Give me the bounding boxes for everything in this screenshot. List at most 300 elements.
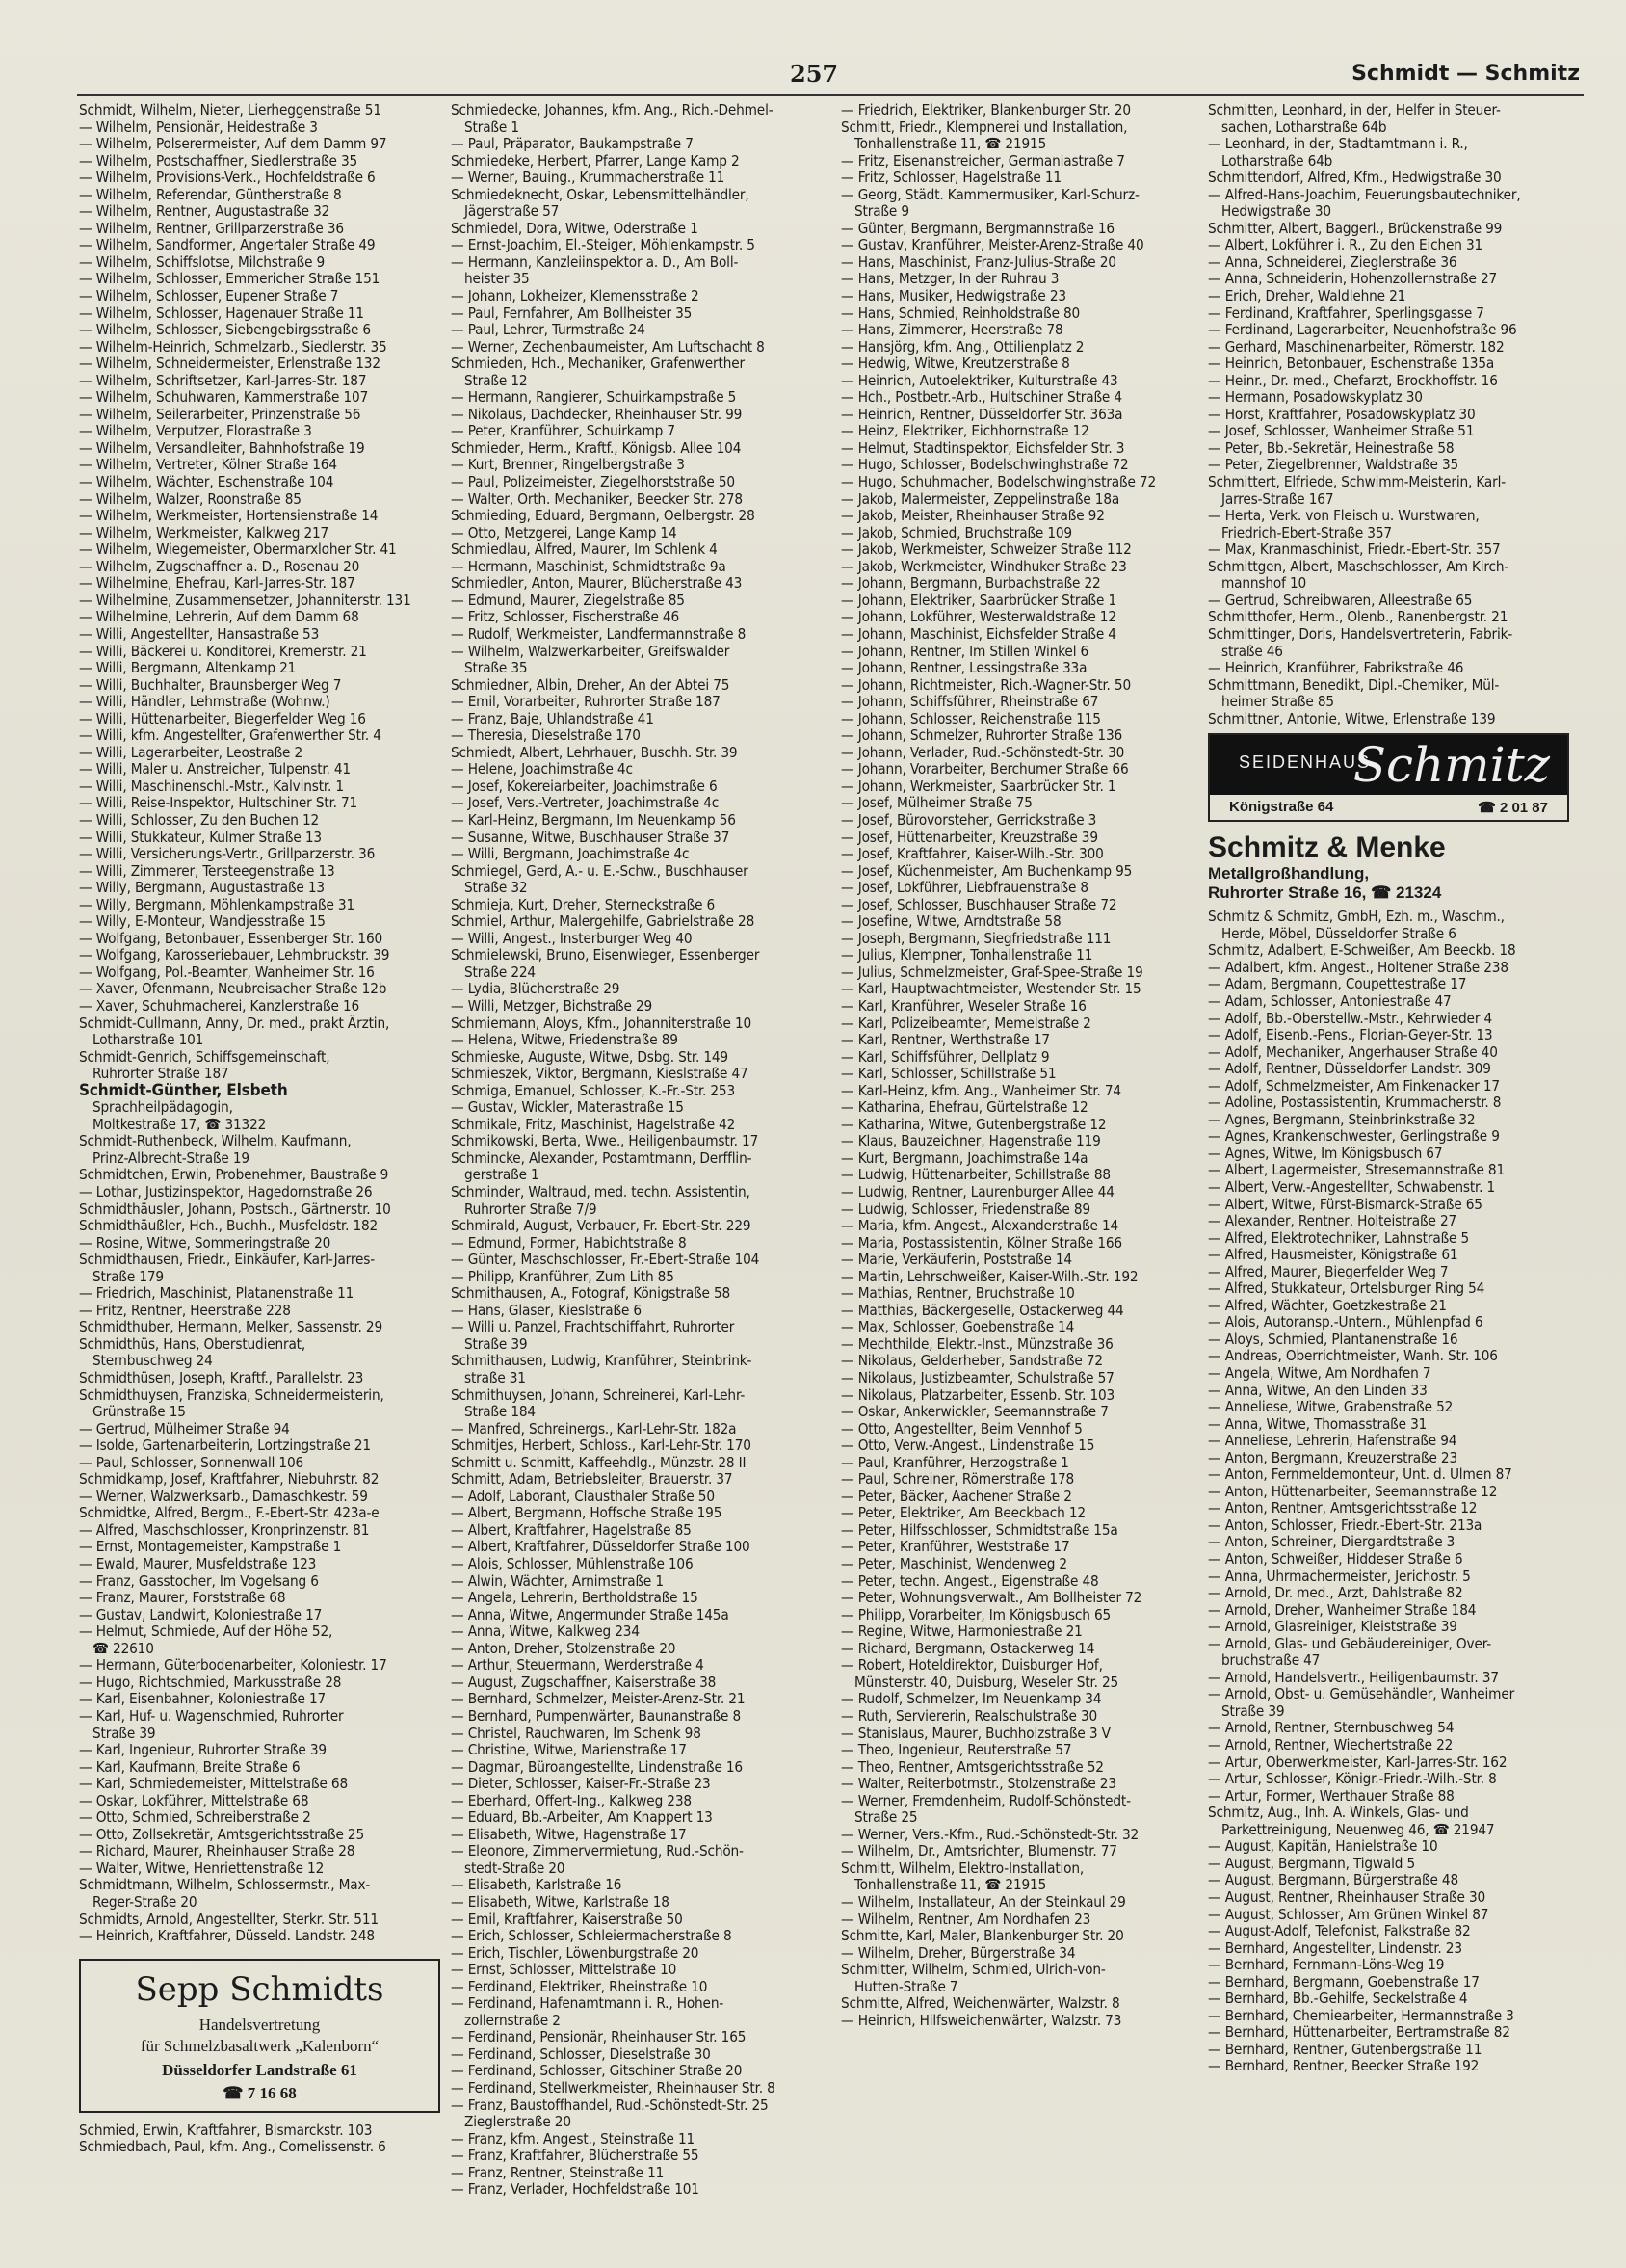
directory-entry: ☎ 22610 — [92, 1640, 154, 1657]
directory-entry: — Wilhelm, Wiegemeister, Obermarxloher Str. 41 — [79, 541, 397, 559]
directory-entry: — Josef, Kraftfahrer, Kaiser-Wilh.-Str. 300 — [841, 846, 1104, 863]
directory-entry: — Anton, Schlosser, Friedr.-Ebert-Str. 213a — [1208, 1516, 1482, 1534]
directory-entry: — Werner, Vers.-Kfm., Rud.-Schönstedt-Str. 32 — [841, 1826, 1140, 1843]
directory-entry: — Fritz, Eisenanstreicher, Germaniastraße 7 — [841, 152, 1125, 170]
directory-entry: — Gustav, Wickler, Materastraße 15 — [451, 1099, 684, 1117]
directory-entry: — Elisabeth, Karlstraße 16 — [451, 1877, 622, 1894]
directory-entry: Schmitjes, Herbert, Schloss., Karl-Lehr-Str. 170 — [451, 1437, 751, 1455]
directory-entry: heimer Straße 85 — [1221, 694, 1334, 711]
directory-entry: — Paul, Lehrer, Turmstraße 24 — [451, 322, 645, 339]
directory-entry: — Bernhard, Bergmann, Goebenstraße 17 — [1208, 1973, 1480, 1991]
directory-entry: Schmiegel, Gerd, A.- u. E.-Schw., Buschhauser — [451, 862, 748, 880]
directory-entry: — Peter, Elektriker, Am Beeckbach 12 — [841, 1505, 1086, 1522]
directory-entry: — Theresia, Dieselstraße 170 — [451, 727, 641, 745]
directory-entry: — Albert, Witwe, Fürst-Bismarck-Straße 65 — [1208, 1196, 1482, 1213]
directory-entry: Schmidtchen, Erwin, Probenehmer, Baustraße 9 — [79, 1167, 389, 1184]
directory-entry: Straße 39 — [464, 1335, 528, 1353]
directory-entry: Tonhallenstraße 11, ☎ 21915 — [854, 1877, 1047, 1894]
directory-entry: — Erich, Schlosser, Schleiermacherstraße 8 — [451, 1928, 732, 1945]
directory-entry: — Arnold, Rentner, Wiechertstraße 22 — [1208, 1737, 1454, 1754]
directory-entry: Schmidthuber, Hermann, Melker, Sassenstr. 29 — [79, 1319, 382, 1336]
advert-banner — [1210, 735, 1567, 795]
directory-entry: Parkettreinigung, Neuenweg 46, ☎ 21947 — [1221, 1821, 1495, 1838]
directory-entry: — Franz, Verlader, Hochfeldstraße 101 — [451, 2181, 699, 2199]
directory-entry: — Alfred, Elektrotechniker, Lahnstraße 5 — [1208, 1229, 1470, 1247]
directory-entry: — Willi u. Panzel, Frachtschiffahrt, Ruhrorter — [451, 1319, 735, 1336]
directory-entry: — Anneliese, Witwe, Grabenstraße 52 — [1208, 1399, 1454, 1416]
directory-entry: — Otto, Schmied, Schreiberstraße 2 — [79, 1809, 311, 1827]
directory-entry: Schmidt-Ruthenbeck, Wilhelm, Kaufmann, — [79, 1133, 352, 1150]
directory-entry: — Anna, Witwe, Kalkweg 234 — [451, 1623, 640, 1641]
directory-entry: Schmitz & Schmitz, GmbH, Ezh. m., Waschm., — [1208, 909, 1505, 926]
directory-entry: — Nikolaus, Dachdecker, Rheinhauser Str. 99 — [451, 406, 743, 423]
directory-entry: — Arthur, Steuermann, Werderstraße 4 — [451, 1657, 704, 1675]
directory-entry: — Wilhelm, Schlosser, Emmericher Straße 151 — [79, 271, 380, 288]
directory-entry: — Ferdinand, Elektriker, Rheinstraße 10 — [451, 1978, 708, 1995]
directory-entry: — Willi, Bergmann, Altenkamp 21 — [79, 660, 297, 677]
column-2 — [451, 102, 812, 2241]
directory-entry: — Albert, Kraftfahrer, Düsseldorfer Straße 100 — [451, 1539, 750, 1556]
directory-entry: — Peter, Kranführer, Schuirkamp 7 — [451, 423, 675, 440]
directory-entry: — Artur, Schlosser, Königr.-Friedr.-Wilh.-Str. 8 — [1208, 1771, 1497, 1788]
directory-entry: — Johann, Schmelzer, Ruhrorter Straße 136 — [841, 727, 1123, 745]
directory-entry: — Hugo, Schlosser, Bodelschwinghstraße 72 — [841, 457, 1129, 474]
directory-entry: Schmiga, Emanuel, Schlosser, K.-Fr.-Str. 253 — [451, 1082, 736, 1099]
directory-entry: — Erich, Dreher, Waldlehne 21 — [1208, 288, 1406, 305]
directory-entry: — Adolf, Laborant, Clausthaler Straße 50 — [451, 1488, 715, 1505]
directory-entry: — Heinrich, Betonbauer, Eschenstraße 135a — [1208, 356, 1495, 373]
directory-entry: — Hans, Musiker, Hedwigstraße 23 — [841, 288, 1066, 305]
directory-entry: — Hermann, Maschinist, Schmidtstraße 9a — [451, 558, 726, 575]
directory-entry: — Hans, Glaser, Kieslstraße 6 — [451, 1302, 642, 1319]
directory-entry: — Katharina, Witwe, Gutenbergstraße 12 — [841, 1116, 1107, 1133]
directory-entry: sachen, Lotharstraße 64b — [1221, 119, 1387, 136]
directory-entry: — Richard, Maurer, Rheinhauser Straße 28 — [79, 1843, 355, 1860]
directory-entry: Schmitt, Wilhelm, Elektro-Installation, — [841, 1859, 1085, 1877]
directory-entry: — Johann, Bergmann, Burbachstraße 22 — [841, 575, 1101, 593]
directory-entry: — Anton, Hüttenarbeiter, Seemannstraße 12 — [1208, 1483, 1498, 1500]
directory-entry: straße 31 — [464, 1370, 526, 1387]
directory-entry: Schmieske, Auguste, Witwe, Dsbg. Str. 149 — [451, 1048, 728, 1066]
directory-entry: — Johann, Maschinist, Eichsfelder Straße 4 — [841, 625, 1116, 643]
directory-entry: — Heinrich, Hilfsweichenwärter, Walzstr. 73 — [841, 2012, 1122, 2029]
directory-entry: Schmittert, Elfriede, Schwimm-Meisterin, Karl- — [1208, 474, 1507, 491]
directory-entry: — Karl, Hauptwachtmeister, Westender Str. 15 — [841, 981, 1141, 998]
directory-entry: — Helmut, Schmiede, Auf der Höhe 52, — [79, 1623, 333, 1641]
directory-entry: — Johann, Rentner, Lessingstraße 33a — [841, 660, 1088, 677]
directory-entry: Schmittendorf, Alfred, Kfm., Hedwigstraße 30 — [1208, 170, 1502, 187]
directory-entry: Schmitter, Wilhelm, Schmied, Ulrich-von- — [841, 1962, 1106, 1979]
directory-entry: — Edmund, Former, Habichtstraße 8 — [451, 1234, 687, 1252]
directory-entry: — Fritz, Schlosser, Hagelstraße 11 — [841, 170, 1062, 187]
directory-entry: — Edmund, Maurer, Ziegelstraße 85 — [451, 592, 685, 609]
directory-entry: — Adolf, Mechaniker, Angerhauser Straße 40 — [1208, 1043, 1498, 1061]
directory-entry: Schmithausen, Ludwig, Kranführer, Steinbrink- — [451, 1353, 752, 1370]
directory-entry: Schmiedecke, Johannes, kfm. Ang., Rich.-Dehmel- — [451, 102, 774, 119]
directory-entry: — Ferdinand, Stellwerkmeister, Rheinhauser Str. 8 — [451, 2079, 775, 2097]
directory-entry: — Wilhelm, Verputzer, Florastraße 3 — [79, 423, 312, 440]
directory-entry: — Lothar, Justizinspektor, Hagedornstraße 26 — [79, 1184, 373, 1200]
directory-entry: — Martin, Lehrschweißer, Kaiser-Wilh.-Str. 192 — [841, 1268, 1139, 1285]
directory-entry: — Albert, Lagermeister, Stresemannstraße 81 — [1208, 1162, 1505, 1179]
directory-entry: — Jakob, Malermeister, Zeppelinstraße 18a — [841, 490, 1120, 508]
directory-entry: — Paul, Präparator, Baukampstraße 7 — [451, 136, 694, 153]
directory-entry: — Wilhelmine, Zusammensetzer, Johanniterstr. 131 — [79, 592, 411, 609]
directory-entry: — Wilhelmine, Ehefrau, Karl-Jarres-Str. 187 — [79, 575, 355, 593]
directory-entry: — Walter, Reiterbotmstr., Stolzenstraße 23 — [841, 1776, 1116, 1793]
directory-entry: — Wilhelm, Walzwerkarbeiter, Greifswalder — [451, 643, 730, 660]
directory-entry: — Wilhelm, Versandleiter, Bahnhofstraße 19 — [79, 439, 365, 457]
directory-entry: — Peter, Maschinist, Wendenweg 2 — [841, 1556, 1067, 1573]
directory-entry: — Bernhard, Hüttenarbeiter, Bertramstraße 82 — [1208, 2024, 1510, 2042]
directory-entry: Schmidthäußler, Hch., Buchh., Musfeldstr. 182 — [79, 1218, 379, 1235]
directory-entry: — Anton, Rentner, Amtsgerichtsstraße 12 — [1208, 1500, 1478, 1517]
directory-entry: — Karl-Heinz, kfm. Ang., Wanheimer Str. 74 — [841, 1082, 1121, 1099]
directory-entry: — Willi, Buchhalter, Braunsberger Weg 7 — [79, 676, 342, 694]
directory-entry: — August, Bergmann, Tigwald 5 — [1208, 1855, 1416, 1872]
directory-entry: — Wilhelm, Provisions-Verk., Hochfeldstraße 6 — [79, 170, 376, 187]
directory-entry: — Helene, Joachimstraße 4c — [451, 761, 633, 778]
directory-entry: — Wilhelm, Rentner, Grillparzerstraße 36 — [79, 220, 344, 237]
directory-entry: — Elisabeth, Witwe, Karlstraße 18 — [451, 1893, 669, 1911]
directory-entry: Schmidkamp, Josef, Kraftfahrer, Niebuhrstr. 82 — [79, 1471, 380, 1489]
directory-entry: — Joseph, Bergmann, Siegfriedstraße 111 — [841, 930, 1112, 947]
directory-entry: — Josef, Lokführer, Liebfrauenstraße 8 — [841, 880, 1088, 897]
directory-entry: — Kurt, Brenner, Ringelbergstraße 3 — [451, 457, 685, 474]
directory-entry: — Willi, Versicherungs-Vertr., Grillparzerstr. 36 — [79, 846, 376, 863]
directory-entry: — Willi, Schlosser, Zu den Buchen 12 — [79, 811, 320, 829]
advert-footer — [1210, 795, 1567, 820]
directory-entry: — Anneliese, Lehrerin, Hafenstraße 94 — [1208, 1433, 1457, 1450]
directory-entry: Friedrich-Ebert-Straße 357 — [1221, 524, 1392, 541]
directory-entry: — Karl, Kranführer, Weseler Straße 16 — [841, 997, 1087, 1015]
directory-entry: — Agnes, Bergmann, Steinbrinkstraße 32 — [1208, 1111, 1476, 1128]
directory-entry: Schmidthuysen, Franziska, Schneidermeisterin, — [79, 1386, 384, 1404]
directory-entry: — Alfred, Wächter, Goetzkestraße 21 — [1208, 1297, 1447, 1314]
directory-entry: — Arnold, Glas- und Gebäudereiniger, Over- — [1208, 1635, 1491, 1652]
directory-entry: — Robert, Hoteldirektor, Duisburger Hof, — [841, 1657, 1103, 1675]
directory-entry: — Gertrud, Mülheimer Straße 94 — [79, 1420, 290, 1437]
directory-entry: Straße 35 — [464, 660, 528, 677]
directory-entry: — Mechthilde, Elektr.-Inst., Münzstraße 36 — [841, 1335, 1114, 1353]
directory-entry: Straße 1 — [464, 119, 519, 136]
directory-entry: — Alois, Autoransp.-Untern., Mühlenpfad 6 — [1208, 1314, 1483, 1332]
directory-entry: — Agnes, Krankenschwester, Gerlingstraße 9 — [1208, 1128, 1500, 1146]
directory-entry: — Bernhard, Rentner, Beecker Straße 192 — [1208, 2058, 1480, 2075]
directory-entry: — Anton, Bergmann, Kreuzerstraße 23 — [1208, 1449, 1458, 1466]
directory-entry: — Johann, Schiffsführer, Rheinstraße 67 — [841, 694, 1099, 711]
directory-entry: — Julius, Schmelzmeister, Graf-Spee-Straße 19 — [841, 963, 1143, 981]
directory-entry: Schmittner, Antonie, Witwe, Erlenstraße 139 — [1208, 710, 1496, 727]
directory-entry: — Katharina, Ehefrau, Gürtelstraße 12 — [841, 1099, 1088, 1117]
directory-entry: — Nikolaus, Justizbeamter, Schulstraße 57 — [841, 1370, 1115, 1387]
directory-entry: Prinz-Albrecht-Straße 19 — [92, 1149, 249, 1167]
directory-entry: — Emil, Vorarbeiter, Ruhrorter Straße 187 — [451, 694, 721, 711]
directory-entry: — Otto, Metzgerei, Lange Kamp 14 — [451, 524, 677, 541]
directory-entry: — Albert, Kraftfahrer, Hagelstraße 85 — [451, 1521, 692, 1539]
directory-entry: — Franz, Kraftfahrer, Blücherstraße 55 — [451, 2148, 699, 2165]
directory-entry: — Hansjörg, kfm. Ang., Ottilienplatz 2 — [841, 338, 1085, 356]
directory-entry: — Maria, kfm. Angest., Alexanderstraße 14 — [841, 1218, 1119, 1235]
directory-entry: — Ruth, Serviererin, Realschulstraße 30 — [841, 1707, 1098, 1725]
directory-entry: — Agnes, Witwe, Im Königsbusch 67 — [1208, 1145, 1443, 1162]
directory-entry: — Kurt, Bergmann, Joachimstraße 14a — [841, 1149, 1088, 1167]
header-rule — [77, 94, 1584, 96]
page-number: 257 — [790, 60, 839, 88]
directory-entry: — Walter, Orth. Mechaniker, Beecker Str. 278 — [451, 490, 743, 508]
directory-entry: zollernstraße 2 — [464, 2012, 561, 2029]
directory-entry: — Adam, Schlosser, Antoniestraße 47 — [1208, 992, 1452, 1010]
directory-entry: — Willi, Maschinenschl.-Mstr., Kalvinstr. 1 — [79, 778, 344, 795]
directory-entry: Grünstraße 15 — [92, 1404, 186, 1421]
directory-entry: — Wilhelm, Rentner, Augustastraße 32 — [79, 203, 330, 221]
directory-entry: — Fritz, Schlosser, Fischerstraße 46 — [451, 609, 679, 626]
page-header — [0, 60, 1626, 98]
directory-entry: — Wilhelmine, Lehrerin, Auf dem Damm 68 — [79, 609, 359, 626]
directory-entry: — Wilhelm, Schlosser, Eupener Straße 7 — [79, 288, 339, 305]
advert-line: Ruhrorter Straße 16, ☎ 21324 — [1208, 883, 1442, 903]
directory-entry: — Xaver, Ofenmann, Neubreisacher Straße 12b — [79, 981, 387, 998]
directory-entry: Münsterstr. 40, Duisburg, Weseler Str. 25 — [854, 1674, 1119, 1691]
directory-entry: — Ferdinand, Schlosser, Gitschiner Straße 20 — [451, 2063, 743, 2080]
directory-entry: — Arnold, Rentner, Sternbuschweg 54 — [1208, 1720, 1455, 1737]
directory-entry: — Willi, Angest., Insterburger Weg 40 — [451, 930, 693, 947]
directory-entry: — Ferdinand, Pensionär, Rheinhauser Str. 165 — [451, 2029, 747, 2046]
directory-entry: — Willi, Angestellter, Hansastraße 53 — [79, 625, 320, 643]
advert-sepp-schmidts — [79, 1959, 440, 2113]
directory-entry: — August-Adolf, Telefonist, Falkstraße 82 — [1208, 1923, 1471, 1940]
directory-entry: — Ferdinand, Kraftfahrer, Sperlingsgasse 7 — [1208, 304, 1484, 322]
directory-entry: — Willi, Maler u. Anstreicher, Tulpenstr. 41 — [79, 761, 351, 778]
directory-entry: — Willi, kfm. Angestellter, Grafenwerther Str. 4 — [79, 727, 381, 745]
directory-entry: — Günter, Maschschlosser, Fr.-Ebert-Straße 104 — [451, 1252, 760, 1269]
directory-entry: Schmitt, Adam, Betriebsleiter, Brauerstr. 37 — [451, 1471, 733, 1489]
directory-entry: — Hans, Schmied, Reinholdstraße 80 — [841, 304, 1081, 322]
directory-entry: — Ferdinand, Hafenamtmann i. R., Hohen- — [451, 1995, 724, 2013]
directory-entry: Schmiedbach, Paul, kfm. Ang., Cornelissenstr. 6 — [79, 2139, 386, 2156]
directory-entry: Schmiedeke, Herbert, Pfarrer, Lange Kamp 2 — [451, 152, 740, 170]
directory-entry: — Karl, Eisenbahner, Koloniestraße 17 — [79, 1691, 327, 1708]
directory-entry: mannshof 10 — [1221, 575, 1307, 593]
directory-entry: — Nikolaus, Platzarbeiter, Essenb. Str. 103 — [841, 1386, 1115, 1404]
directory-entry: — Josef, Kokereiarbeiter, Joachimstraße 6 — [451, 778, 718, 795]
directory-entry: Schmitten, Leonhard, in der, Helfer in Steuer- — [1208, 102, 1501, 119]
directory-entry: Schmitz, Aug., Inh. A. Winkels, Glas- und — [1208, 1805, 1469, 1822]
directory-entry: Schmied, Erwin, Kraftfahrer, Bismarckstr. 103 — [79, 2122, 373, 2139]
directory-entry: — Karl, Schmiedemeister, Mittelstraße 68 — [79, 1776, 349, 1793]
directory-entry: Straße 39 — [92, 1725, 156, 1742]
directory-entry: — Franz, kfm. Angest., Steinstraße 11 — [451, 2130, 695, 2148]
column-3 — [841, 102, 1202, 2241]
directory-entry: — Franz, Rentner, Steinstraße 11 — [451, 2164, 665, 2181]
directory-entry: — Max, Schlosser, Goebenstraße 14 — [841, 1319, 1075, 1336]
directory-entry: — Günter, Bergmann, Bergmannstraße 16 — [841, 220, 1115, 237]
directory-entry: — Josef, Küchenmeister, Am Buchenkamp 95 — [841, 862, 1133, 880]
directory-entry: Schmidthäusler, Johann, Postsch., Gärtnerstr. 10 — [79, 1200, 391, 1218]
directory-entry: — Rudolf, Schmelzer, Im Neuenkamp 34 — [841, 1691, 1102, 1708]
directory-entry: — Hch., Postbetr.-Arb., Hultschiner Straße 4 — [841, 389, 1122, 407]
directory-entry: — Ludwig, Rentner, Laurenburger Allee 44 — [841, 1184, 1115, 1200]
directory-entry: — Ferdinand, Lagerarbeiter, Neuenhofstraße 96 — [1208, 322, 1517, 339]
directory-entry: — Gertrud, Schreibwaren, Alleestraße 65 — [1208, 592, 1473, 609]
directory-entry: Schmielewski, Bruno, Eisenwieger, Essenberger — [451, 947, 760, 964]
directory-entry: — Adolf, Bb.-Oberstellw.-Mstr., Kehrwieder 4 — [1208, 1010, 1493, 1027]
directory-entry: — Herta, Verk. von Fleisch u. Wurstwaren, — [1208, 508, 1480, 525]
directory-entry: — Wilhelm, Dreher, Bürgerstraße 34 — [841, 1944, 1076, 1962]
directory-entry: — Philipp, Kranführer, Zum Lith 85 — [451, 1268, 674, 1285]
directory-entry: — Willy, E-Monteur, Wandjesstraße 15 — [79, 913, 326, 931]
directory-entry: — Anton, Dreher, Stolzenstraße 20 — [451, 1640, 676, 1657]
directory-entry: — August, Kapitän, Hanielstraße 10 — [1208, 1838, 1438, 1856]
directory-entry: — Heinr., Dr. med., Chefarzt, Brockhoffstr. 16 — [1208, 372, 1498, 389]
directory-entry: — Ernst, Schlosser, Mittelstraße 10 — [451, 1962, 677, 1979]
directory-entry: — Bernhard, Fernmann-Löns-Weg 19 — [1208, 1957, 1445, 1974]
directory-entry: — Willi, Lagerarbeiter, Leostraße 2 — [79, 744, 303, 761]
directory-entry: — August, Zugschaffner, Kaiserstraße 38 — [451, 1674, 717, 1691]
directory-entry: — Mathias, Rentner, Bruchstraße 10 — [841, 1285, 1075, 1303]
directory-entry: — Artur, Oberwerkmeister, Karl-Jarres-Str. 162 — [1208, 1754, 1508, 1771]
directory-entry: — Paul, Polizeimeister, Ziegelhorststraße 50 — [451, 474, 735, 491]
directory-entry: — Nikolaus, Gelderheber, Sandstraße 72 — [841, 1353, 1103, 1370]
directory-entry: — Franz, Baje, Uhlandstraße 41 — [451, 710, 654, 727]
directory-entry: — Karl, Huf- u. Wagenschmied, Ruhrorter — [79, 1707, 344, 1725]
directory-entry: — Josef, Vers.-Vertreter, Joachimstraße 4c — [451, 795, 720, 812]
directory-entry: — Jakob, Werkmeister, Windhuker Straße 23 — [841, 558, 1127, 575]
directory-entry: — Willi, Händler, Lehmstraße (Wohnw.) — [79, 694, 330, 711]
directory-entry: — Karl, Polizeibeamter, Memelstraße 2 — [841, 1015, 1091, 1032]
directory-entry: Schmithuysen, Johann, Schreinerei, Karl-Lehr- — [451, 1386, 746, 1404]
directory-entry: Schmittinger, Doris, Handelsvertreterin, Fabrik- — [1208, 625, 1513, 643]
directory-entry: Straße 184 — [464, 1404, 536, 1421]
directory-entry: heister 35 — [464, 271, 530, 288]
directory-entry: Lotharstraße 101 — [92, 1032, 204, 1049]
directory-entry: — Peter, Hilfsschlosser, Schmidtstraße 15a — [841, 1521, 1118, 1539]
directory-entry: — Adoline, Postassistentin, Krummacherstr. 8 — [1208, 1094, 1502, 1112]
directory-entry: — Wilhelm, Pensionär, Heidestraße 3 — [79, 119, 318, 136]
advert-address: Düsseldorfer Landstraße 61 — [162, 2060, 357, 2079]
directory-entry: — Heinz, Elektriker, Eichhornstraße 12 — [841, 423, 1089, 440]
directory-entry: — Arnold, Glasreiniger, Kleiststraße 39 — [1208, 1619, 1457, 1636]
directory-entry: — Anton, Schweißer, Hiddeser Straße 6 — [1208, 1551, 1463, 1569]
directory-entry: — Eberhard, Offert-Ing., Kalkweg 238 — [451, 1792, 692, 1809]
directory-entry: Sternbuschweg 24 — [92, 1353, 213, 1370]
directory-entry: Schmiedner, Albin, Dreher, An der Abtei 75 — [451, 676, 730, 694]
directory-entry: — Johann, Lokführer, Westerwaldstraße 12 — [841, 609, 1116, 626]
directory-entry: — Susanne, Witwe, Buschhauser Straße 37 — [451, 829, 730, 846]
directory-entry: — Hedwig, Witwe, Kreutzerstraße 8 — [841, 356, 1070, 373]
directory-entry: — Anton, Fernmeldemonteur, Unt. d. Ulmen 87 — [1208, 1466, 1512, 1484]
directory-entry: — August, Schlosser, Am Grünen Winkel 87 — [1208, 1906, 1489, 1923]
directory-entry: — Peter, Kranführer, Weststraße 17 — [841, 1539, 1070, 1556]
directory-entry: Schmidthüsen, Joseph, Kraftf., Parallelstr. 23 — [79, 1370, 364, 1387]
directory-entry: — Julius, Klempner, Tonhallenstraße 11 — [841, 947, 1093, 964]
directory-entry: — Richard, Bergmann, Ostackerweg 14 — [841, 1640, 1095, 1657]
directory-entry: — Philipp, Vorarbeiter, Im Königsbusch 65 — [841, 1606, 1112, 1623]
directory-entry: — Adolf, Rentner, Düsseldorfer Landstr. 309 — [1208, 1061, 1491, 1078]
directory-entry: — Johann, Verlader, Rud.-Schönstedt-Str. 30 — [841, 744, 1125, 761]
directory-entry: — Wolfgang, Betonbauer, Essenberger Str. 160 — [79, 930, 383, 947]
directory-entry: Straße 32 — [464, 880, 528, 897]
directory-entry: Hedwigstraße 30 — [1221, 203, 1331, 221]
directory-entry: — Jakob, Schmied, Bruchstraße 109 — [841, 524, 1072, 541]
directory-entry: — Emil, Kraftfahrer, Kaiserstraße 50 — [451, 1911, 683, 1928]
advert-phone: ☎ 7 16 68 — [223, 2083, 297, 2102]
directory-entry: Schmieder, Herm., Kraftf., Königsb. Allee 104 — [451, 439, 742, 457]
directory-entry: — Wilhelm, Schiffslotse, Milchstraße 9 — [79, 253, 326, 271]
directory-entry: — Heinrich, Rentner, Düsseldorfer Str. 363a — [841, 406, 1123, 423]
directory-entry: — Johann, Vorarbeiter, Berchumer Straße 66 — [841, 761, 1129, 778]
directory-entry: — Ludwig, Hüttenarbeiter, Schillstraße 88 — [841, 1167, 1111, 1184]
directory-entry: — Johann, Werkmeister, Saarbrücker Str. 1 — [841, 778, 1116, 795]
directory-entry: — Karl, Rentner, Werthstraße 17 — [841, 1032, 1050, 1049]
directory-entry: — Ernst, Montagemeister, Kampstraße 1 — [79, 1539, 342, 1556]
directory-entry: — Peter, Wohnungsverwalt., Am Bollheister 72 — [841, 1590, 1142, 1607]
directory-entry: Schmiedlau, Alfred, Maurer, Im Schlenk 4 — [451, 541, 718, 559]
directory-entry: — Wilhelm, Schlosser, Hagenauer Straße 11 — [79, 304, 364, 322]
directory-entry: — Alfred-Hans-Joachim, Feuerungsbautechniker, — [1208, 186, 1521, 203]
directory-entry: — Christel, Rauchwaren, Im Schenk 98 — [451, 1725, 701, 1742]
directory-entry: — Wilhelm, Postschaffner, Siedlerstraße 35 — [79, 152, 358, 170]
directory-entry: — Werner, Walzwerksarb., Damaschkestr. 59 — [79, 1488, 368, 1505]
directory-entry: — Johann, Richtmeister, Rich.-Wagner-Str. 50 — [841, 676, 1131, 694]
directory-entry: — Willi, Zimmerer, Tersteegenstraße 13 — [79, 862, 335, 880]
directory-entry: — Josef, Hüttenarbeiter, Kreuzstraße 39 — [841, 829, 1098, 846]
directory-entry: — Theo, Ingenieur, Reuterstraße 57 — [841, 1742, 1072, 1759]
directory-entry: — Matthias, Bäckergeselle, Ostackerweg 44 — [841, 1302, 1124, 1319]
directory-entry: — Josef, Bürovorsteher, Gerrickstraße 3 — [841, 811, 1097, 829]
directory-entry: — Gustav, Kranführer, Meister-Arenz-Straße 40 — [841, 237, 1144, 254]
directory-entry: — Arnold, Dr. med., Arzt, Dahlstraße 82 — [1208, 1585, 1463, 1602]
directory-entry: — Hans, Zimmerer, Heerstraße 78 — [841, 322, 1063, 339]
directory-entry: Zieglerstraße 20 — [464, 2114, 571, 2131]
directory-entry: — Wilhelm, Seilerarbeiter, Prinzenstraße 56 — [79, 406, 361, 423]
directory-entry: Schmittgen, Albert, Maschschlosser, Am Kirch- — [1208, 558, 1509, 575]
directory-entry: — Willi, Reise-Inspektor, Hultschiner Str. 71 — [79, 795, 358, 812]
directory-entry: Schmitthofer, Herm., Olenb., Ranenbergstr. 21 — [1208, 609, 1508, 626]
column-4 — [1208, 102, 1569, 2241]
directory-entry: — Regine, Witwe, Harmoniestraße 21 — [841, 1623, 1083, 1641]
advert-name: Schmitz & Menke — [1208, 831, 1446, 864]
directory-entry: Schmirald, August, Verbauer, Fr. Ebert-Str. 229 — [451, 1218, 751, 1235]
directory-entry: — Dieter, Schlosser, Kaiser-Fr.-Straße 23 — [451, 1776, 711, 1793]
directory-entry: Reger-Straße 20 — [92, 1893, 197, 1911]
directory-entry: — Anna, Schneiderin, Hohenzollernstraße 27 — [1208, 271, 1498, 288]
directory-entry: — Arnold, Dreher, Wanheimer Straße 184 — [1208, 1601, 1477, 1619]
directory-entry: — Josefine, Witwe, Arndtstraße 58 — [841, 913, 1062, 931]
directory-entry: — Wilhelm, Installateur, An der Steinkaul 29 — [841, 1893, 1126, 1911]
directory-entry: — Friedrich, Elektriker, Blankenburger Str. 20 — [841, 102, 1131, 119]
directory-entry: — Albert, Verw.-Angestellter, Schwabenstr. 1 — [1208, 1178, 1496, 1196]
directory-entry: Schmidthüs, Hans, Oberstudienrat, — [79, 1335, 306, 1353]
directory-entry: — Theo, Rentner, Amtsgerichtsstraße 52 — [841, 1758, 1104, 1776]
directory-entry: — Maria, Postassistentin, Kölner Straße 166 — [841, 1234, 1122, 1252]
directory-entry: — Anna, Witwe, An den Linden 33 — [1208, 1382, 1428, 1399]
directory-entry: — Paul, Schreiner, Römerstraße 178 — [841, 1471, 1075, 1489]
directory-entry: Lotharstraße 64b — [1221, 152, 1333, 170]
directory-entry: — Wilhelm, Zugschaffner a. D., Rosenau 20 — [79, 558, 360, 575]
directory-entry: — Wilhelm, Schriftsetzer, Karl-Jarres-Str. 187 — [79, 372, 367, 389]
directory-entry: — Wilhelm, Polserermeister, Auf dem Damm 97 — [79, 136, 387, 153]
directory-entry: — Max, Kranmaschinist, Friedr.-Ebert-Str. 357 — [1208, 541, 1501, 559]
directory-entry: — Wilhelm, Sandformer, Angertaler Straße 49 — [79, 237, 376, 254]
directory-entry: Straße 25 — [854, 1809, 918, 1827]
directory-entry: Schmiedel, Dora, Witwe, Oderstraße 1 — [451, 220, 698, 237]
directory-entry: — Bernhard, Pumpenwärter, Baunanstraße 8 — [451, 1707, 742, 1725]
directory-entry: Schmidthausen, Friedr., Einkäufer, Karl-Jarres- — [79, 1252, 375, 1269]
directory-entry: — Oskar, Ankerwickler, Seemannstraße 7 — [841, 1404, 1109, 1421]
directory-entry: — Peter, techn. Angest., Eigenstraße 48 — [841, 1572, 1099, 1590]
directory-entry: Schmitt u. Schmitt, Kaffeehdlg., Münzstr. 28 II — [451, 1454, 747, 1471]
